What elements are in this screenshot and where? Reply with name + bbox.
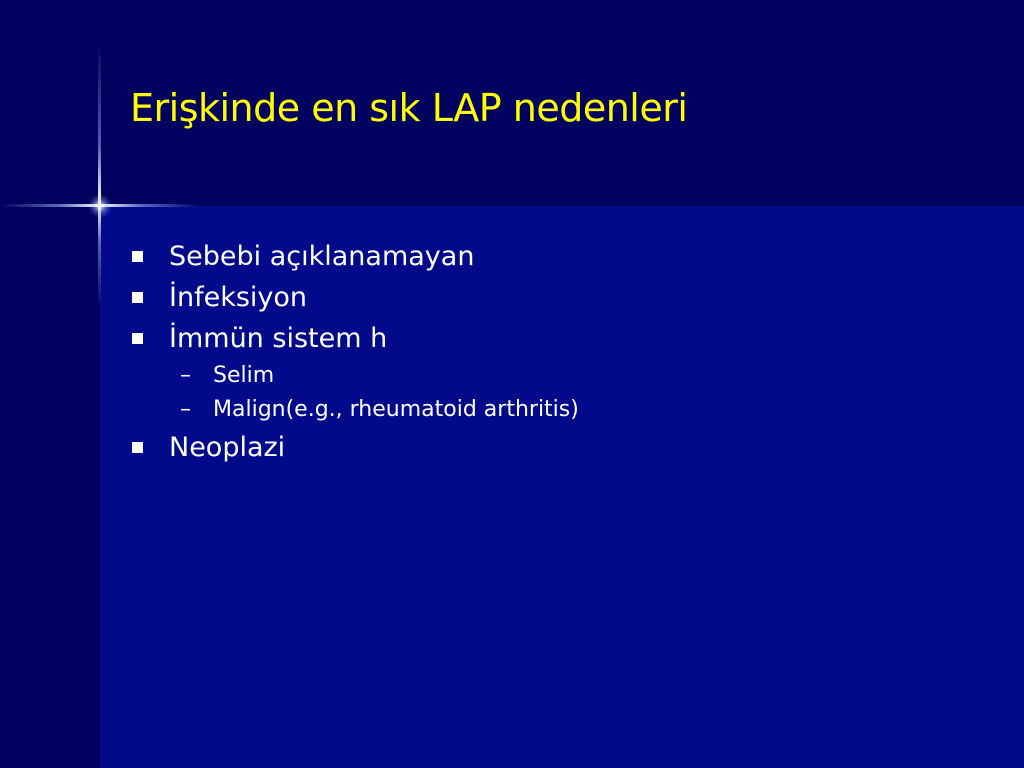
square-bullet-icon [132, 442, 143, 453]
bullet-text: Sebebi açıklanamayan [169, 241, 475, 272]
bullet-text: Neoplazi [169, 432, 286, 463]
bullet-item [132, 318, 992, 359]
square-bullet-icon [132, 333, 143, 344]
bullet-item [132, 236, 992, 277]
sparkle-star-icon [88, 194, 112, 218]
sub-bullet-item [132, 359, 992, 393]
bullet-list [132, 236, 992, 468]
sparkle-vertical-line [98, 40, 101, 310]
sub-bullet-text: Malign(e.g., rheumatoid arthritis) [213, 397, 579, 422]
square-bullet-icon [132, 292, 143, 303]
sub-bullet-item [132, 393, 992, 427]
slide-title: Erişkinde en sık LAP nedenleri [130, 86, 688, 130]
bullet-text: İmmün sistem h [169, 323, 388, 354]
sub-bullet-text: Selim [213, 363, 275, 388]
square-bullet-icon [132, 251, 143, 262]
dash-bullet-icon: – [180, 397, 191, 422]
bullet-item [132, 277, 992, 318]
bullet-item [132, 427, 992, 468]
dash-bullet-icon: – [180, 363, 191, 388]
bullet-text: İnfeksiyon [169, 282, 308, 313]
